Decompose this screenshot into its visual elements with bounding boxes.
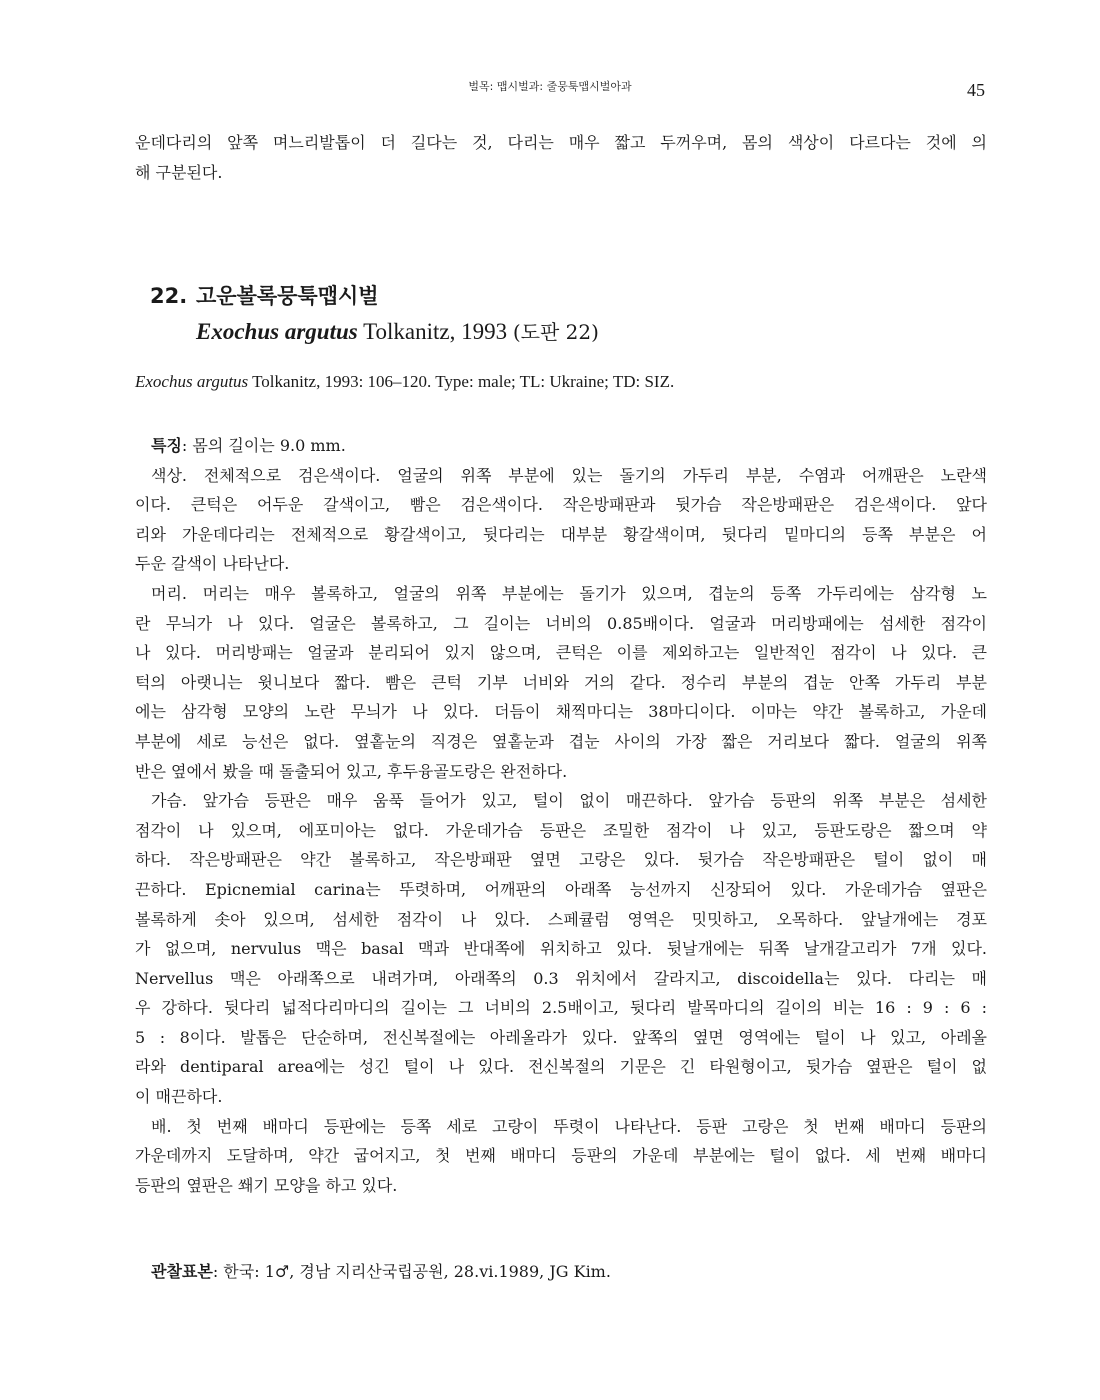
species-scientific-name: Exochus argutus (196, 319, 358, 344)
page-number: 45 (967, 80, 985, 100)
body-line: 우 강하다. 뒷다리 넓적다리마디의 길이는 그 너비의 2.5배이고, 뒷다리 발목마디의 길이의 비는 16 : 9 : 6 : (135, 998, 987, 1018)
body-line: 머리. 머리는 매우 볼록하고, 얼굴의 위쪽 부분에는 돌기가 있으며, 겹눈의 등쪽 가두리에는 삼각형 노 (151, 583, 987, 603)
specimens-section (135, 1257, 987, 1287)
intro-line: 해 구분된다. (135, 162, 223, 182)
body-line: 이 매끈하다. (135, 1087, 223, 1107)
body-line: 가슴. 앞가슴 등판은 매우 움푹 들어가 있고, 털이 없이 매끈하다. 앞가슴 등판의 위쪽 부분은 섬세한 (151, 791, 987, 811)
body-line: 두운 갈색이 나타난다. (135, 554, 290, 574)
body-line: 가 없으며, nervulus 맥은 basal 맥과 반대쪽에 위치하고 있다. 뒷날개에는 뒤쪽 날개갈고리가 7개 있다. (135, 939, 987, 959)
features-size-line (135, 431, 987, 461)
specimens-line (135, 1257, 987, 1287)
species-heading (150, 280, 599, 345)
body-line: 볼록하게 솟아 있으며, 섬세한 점각이 나 있다. 스페큘럼 영역은 밋밋하고, 오목하다. 앞날개에는 경포 (135, 909, 987, 929)
body-line: 색상. 전체적으로 검은색이다. 얼굴의 위쪽 부분에 있는 돌기의 가두리 부분, 수염과 어깨판은 노란색 (151, 465, 987, 485)
body-line: 부분에 세로 능선은 없다. 옆홑눈의 직경은 옆홑눈과 겹눈 사이의 가장 짧은 거리보다 짧다. 얼굴의 위쪽 (135, 731, 987, 751)
citation-name: Exochus argutus (135, 372, 249, 391)
species-number: 22. (150, 284, 188, 308)
species-korean-name: 고운볼록뭉툭맵시벌 (196, 284, 379, 308)
body-line: 리와 가운데다리는 전체적으로 황갈색이고, 뒷다리는 대부분 황갈색이며, 뒷다리 밑마디의 등쪽 부분은 어 (135, 524, 987, 544)
specimens-text: : 한국: 1♂, 경남 지리산국립공원, 28.vi.1989, JG Kim. (212, 1262, 611, 1281)
body-line: 배. 첫 번째 배마디 등판에는 등쪽 세로 고랑이 뚜렷이 나타난다. 등판 고랑은 첫 번째 배마디 등판의 (151, 1116, 987, 1136)
body-line: 라와 dentiparal area에는 성긴 털이 나 있다. 전신복절의 기문은 긴 타원형이고, 뒷가슴 옆판은 털이 없 (135, 1057, 987, 1077)
body-line: 하다. 작은방패판은 약간 볼록하고, 작은방패판 옆면 고랑은 있다. 뒷가슴 작은방패판은 털이 없이 매 (135, 850, 987, 870)
body-line: 나 있다. 머리방패는 얼굴과 분리되어 있지 않으며, 큰턱은 이를 제외하고는 일반적인 점각이 나 있다. 큰 (135, 643, 987, 663)
intro-paragraph (135, 128, 987, 187)
body-line: 에는 삼각형 모양의 노란 무늬가 나 있다. 더듬이 채찍마디는 38마디이다. 이마는 약간 볼록하고, 가운데 (135, 702, 987, 722)
body-line: 끈하다. Epicnemial carina는 뚜렷하며, 어깨판의 아래쪽 능선까지 신장되어 있다. 가운데가슴 옆판은 (135, 879, 987, 899)
features-label: 특징 (151, 436, 182, 455)
body-line: Nervellus 맥은 아래쪽으로 내려가며, 아래쪽의 0.3 위치에서 갈라지고, discoidella는 있다. 다리는 매 (135, 968, 987, 988)
body-line: 점각이 나 있으며, 에포미아는 없다. 가운데가슴 등판은 조밀한 점각이 나 있고, 등판도랑은 짧으며 약 (135, 820, 987, 840)
features-size-text: : 몸의 길이는 9.0 mm. (181, 436, 346, 455)
body-line: 이다. 큰턱은 어두운 갈색이고, 빰은 검은색이다. 작은방패판과 뒷가슴 작은방패판은 검은색이다. 앞다 (135, 495, 987, 515)
citation (135, 372, 674, 392)
species-author-year: Tolkanitz, 1993 (363, 319, 508, 344)
species-plate: (도판 22) (512, 320, 599, 344)
body-line: 등판의 옆판은 쐐기 모양을 하고 있다. (135, 1175, 398, 1195)
running-head: 벌목: 맵시벌과: 줄뭉툭맵시벌아과 (468, 80, 632, 93)
citation-text: Tolkanitz, 1993: 106–120. Type: male; TL: Ukraine; TD: SIZ. (248, 372, 675, 391)
body-line: 5 : 8이다. 발톱은 단순하며, 전신복절에는 아레올라가 있다. 앞쪽의 옆면 영역에는 털이 나 있고, 아레올 (135, 1027, 987, 1047)
specimens-label: 관찰표본 (151, 1262, 213, 1281)
features-section (135, 431, 987, 1200)
intro-line: 운데다리의 앞쪽 며느리발톱이 더 길다는 것, 다리는 매우 짧고 두꺼우며, 몸의 색상이 다르다는 것에 의 (135, 133, 987, 152)
body-line: 가운데까지 도달하며, 약간 굽어지고, 첫 번째 배마디 등판의 가운데 부분에는 털이 없다. 세 번째 배마디 (135, 1146, 987, 1166)
body-line: 반은 옆에서 봤을 때 돌출되어 있고, 후두융골도랑은 완전하다. (135, 761, 568, 781)
body-line: 턱의 아랫니는 윗니보다 짧다. 빰은 큰턱 기부 너비와 거의 같다. 정수리 부분의 겹눈 안쪽 가두리 부분 (135, 672, 987, 692)
body-line: 란 무늬가 나 있다. 얼굴은 볼록하고, 그 길이는 너비의 0.85배이다. 얼굴과 머리방패에는 섬세한 점각이 (135, 613, 987, 633)
